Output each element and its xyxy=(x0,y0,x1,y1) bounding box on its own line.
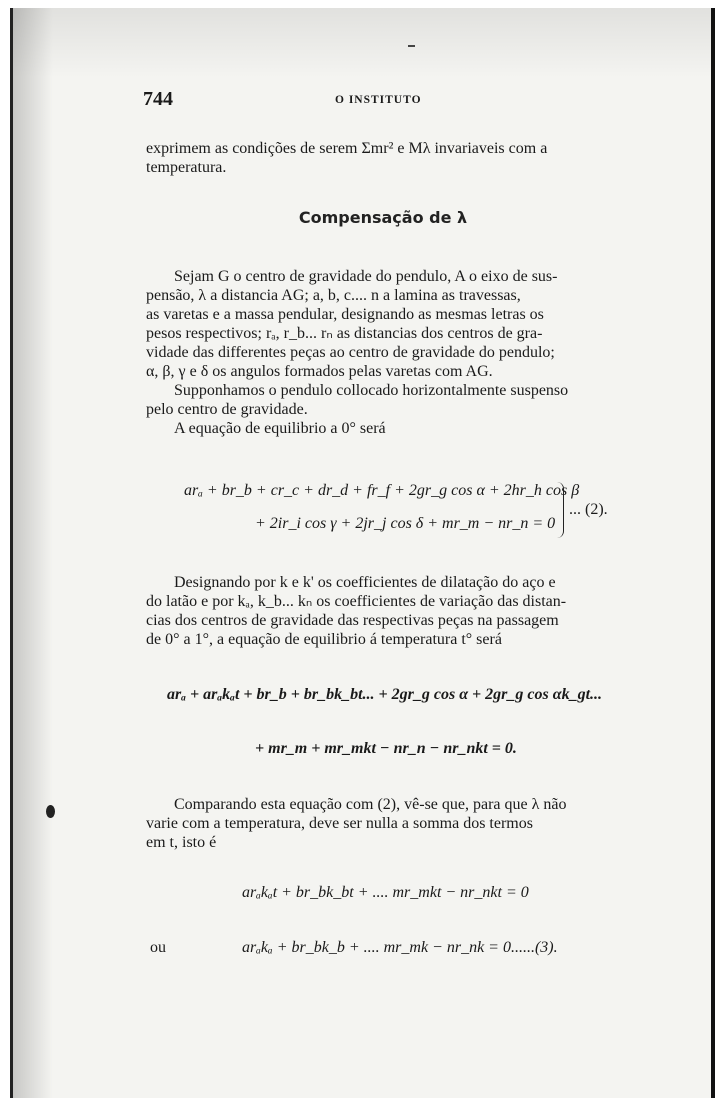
para5-line: Comparando esta equação com (2), vê-se que, para que λ não xyxy=(174,796,567,813)
intro-line-2: temperatura. xyxy=(146,159,227,176)
para4-line: Designando por k e k' os coefficientes de dilatação do aço e xyxy=(174,574,556,591)
scan-shadow xyxy=(13,8,53,1098)
para1-line: as varetas e a massa pendular, designando as mesmas letras os xyxy=(146,306,544,323)
para1-line: vidade das differentes peças ao centro de gravidade do pendulo; xyxy=(146,344,555,361)
paragraph-3: A equação de equilibrio a 0° será xyxy=(174,420,386,437)
equation-3-line-1: arₐ + arₐkₐt + br_b + br_bk_bt... + 2gr_g cos α + 2gr_g cos αk_gt... xyxy=(167,686,603,703)
para1-line: pensão, λ a distancia AG; a, b, c.... n a lamina as travessas, xyxy=(146,287,521,304)
para1-line: pesos respectivos; rₐ, r_b... rₙ as distancias dos centros de gra- xyxy=(146,325,543,342)
page-header xyxy=(143,88,623,112)
equation-3-line-2: + mr_m + mr_mkt − nr_n − nr_nkt = 0. xyxy=(255,740,517,757)
para1-line: α, β, γ e δ os angulos formados pelas varetas com AG. xyxy=(146,363,493,380)
para5-line: varie com a temperatura, deve ser nulla a somma dos termos xyxy=(146,815,533,832)
ink-spot xyxy=(46,805,55,818)
equation-4-line-2: arₐkₐ + br_bk_b + .... mr_mk − nr_nk = 0......(3). xyxy=(242,939,558,956)
para4-line: do latão e por kₐ, k_b... kₙ os coefficientes de variação das distan- xyxy=(146,593,567,610)
section-heading: Compensação de λ xyxy=(298,208,468,227)
para2-line: Supponhamos o pendulo collocado horizontalmente suspenso xyxy=(174,382,569,399)
right-brace xyxy=(557,482,564,538)
equation-2-line-1: arₐ + br_b + cr_c + dr_d + fr_f + 2gr_g cos α + 2hr_h cos β xyxy=(184,482,580,499)
ou-label: ou xyxy=(150,939,166,956)
intro-line-1: exprimem as condições de serem Σmr² e Mλ invariaveis com a xyxy=(146,140,548,157)
para4-line: de 0° a 1°, a equação de equilibrio á temperatura t° será xyxy=(146,631,502,648)
para2-line: pelo centro de gravidade. xyxy=(146,401,308,418)
page-number: 744 xyxy=(143,88,173,110)
para1-line: Sejam G o centro de gravidade do pendulo, A o eixo de sus- xyxy=(174,268,558,285)
print-mark xyxy=(408,45,415,47)
para5-line: em t, isto é xyxy=(146,834,217,851)
running-title: O INSTITUTO xyxy=(335,94,422,106)
equation-2-line-2: + 2ir_i cos γ + 2jr_j cos δ + mr_m − nr_n = 0 xyxy=(255,515,556,532)
equation-4-line-1: arₐkₐt + br_bk_bt + .... mr_mkt − nr_nkt = 0 xyxy=(242,884,529,901)
scan-shadow-top xyxy=(13,8,711,78)
para4-line: cias dos centros de gravidade das respectivas peças na passagem xyxy=(146,612,559,629)
equation-2-number: ... (2). xyxy=(569,501,608,518)
